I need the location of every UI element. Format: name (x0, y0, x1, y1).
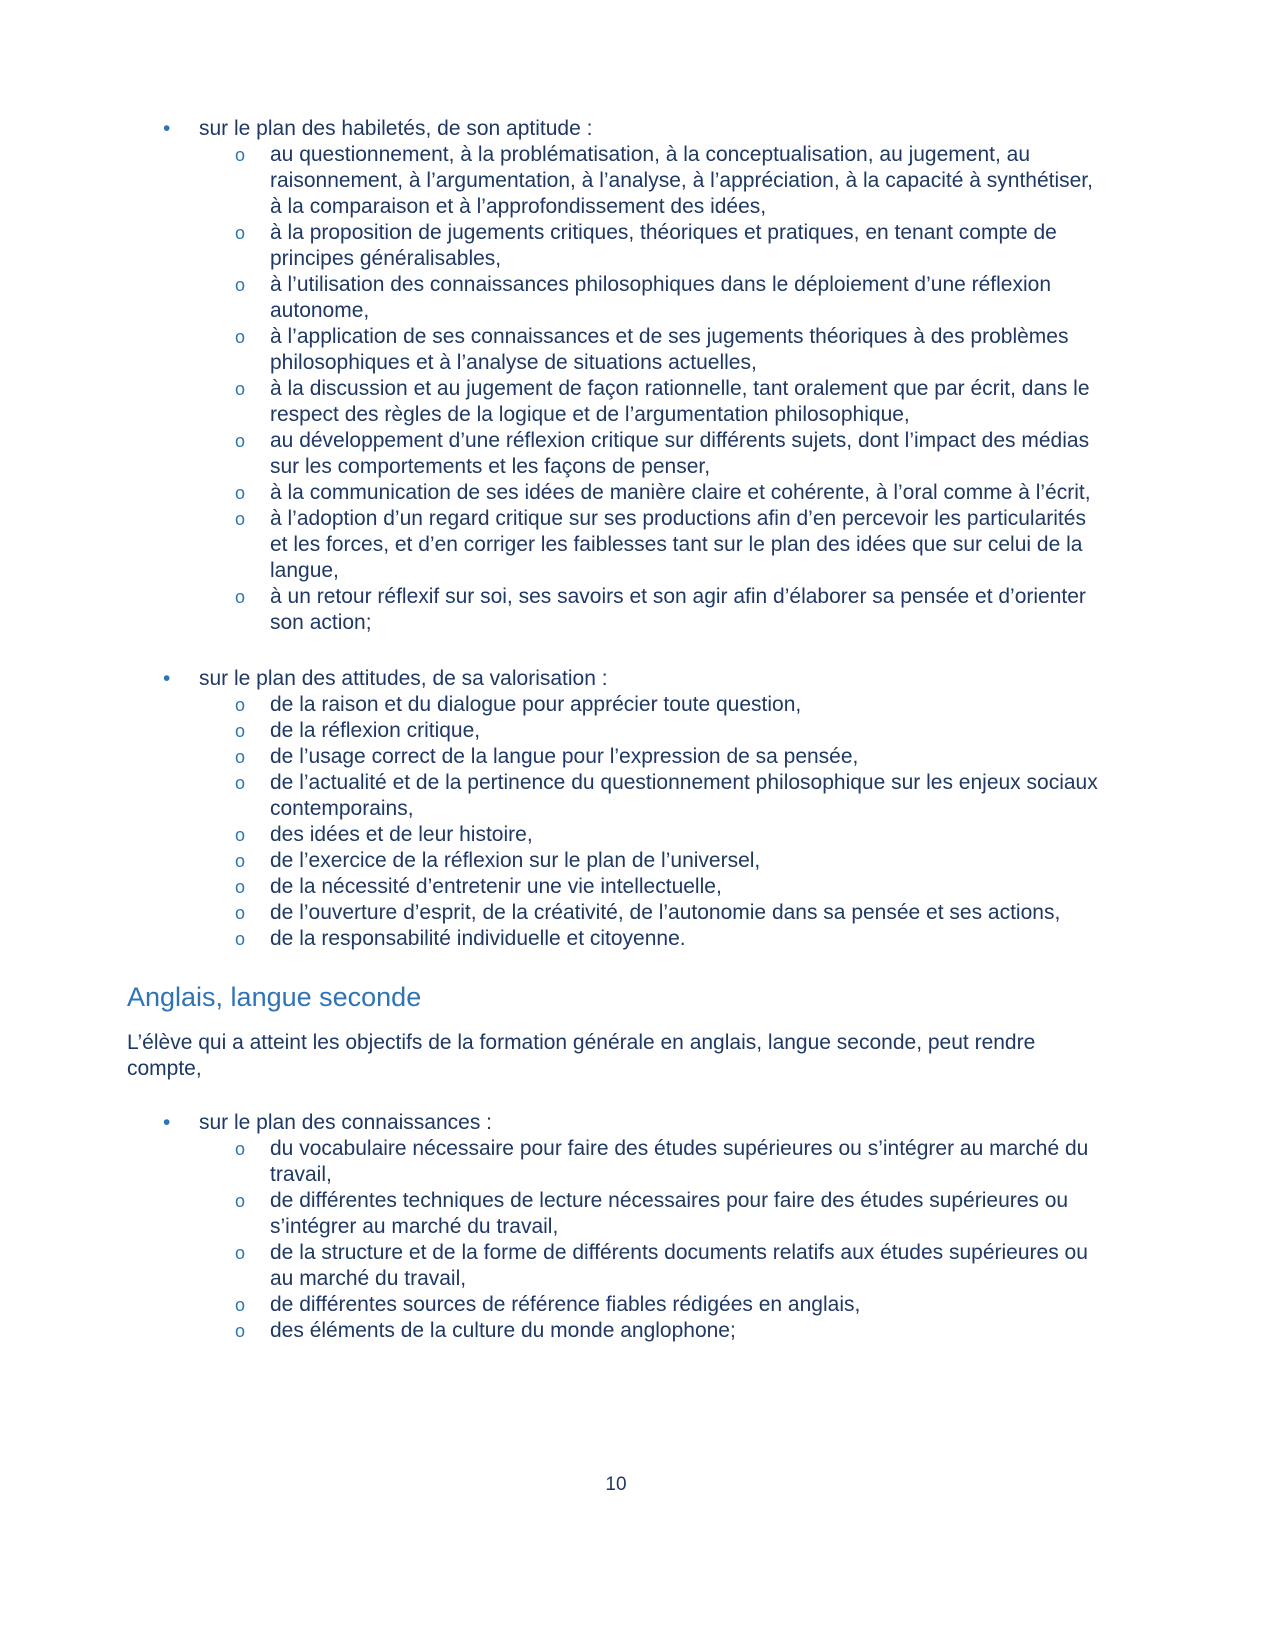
sub-list-item-text: de l’usage correct de la langue pour l’expression de sa pensée, (270, 745, 859, 768)
bullet-marker-icon: • (163, 667, 171, 690)
circle-marker-icon: o (235, 587, 246, 607)
circle-marker-icon: o (235, 721, 246, 741)
sub-list-item-text: de la nécessité d’entretenir une vie intellectuelle, (270, 875, 722, 898)
sub-list-item-text: du vocabulaire nécessaire pour faire des études supérieures ou s’intégrer au marché du travail, (270, 1137, 1089, 1186)
list-item (127, 1110, 1105, 1136)
document-content (127, 116, 1105, 1344)
sub-list-item (127, 770, 1105, 822)
sub-list-item (127, 428, 1105, 480)
sub-list-item (127, 480, 1105, 506)
sub-list-item-text: à la communication de ses idées de manière claire et cohérente, à l’oral comme à l’écrit, (270, 481, 1091, 504)
sub-list-item-text: de l’actualité et de la pertinence du questionnement philosophique sur les enjeux sociaux contemporains, (270, 771, 1098, 820)
page-number: 10 (605, 1474, 627, 1495)
circle-marker-icon: o (235, 223, 246, 243)
sub-list-item-text: de la raison et du dialogue pour apprécier toute question, (270, 693, 802, 716)
circle-marker-icon: o (235, 1295, 246, 1315)
sub-list-item (127, 506, 1105, 584)
circle-marker-icon: o (235, 1139, 246, 1159)
sub-list-item (127, 822, 1105, 848)
sub-list-item (127, 142, 1105, 220)
circle-marker-icon: o (235, 773, 246, 793)
circle-marker-icon: o (235, 509, 246, 529)
sub-list-item (127, 220, 1105, 272)
sub-list-item (127, 718, 1105, 744)
sub-list-item-text: des idées et de leur histoire, (270, 823, 533, 846)
circle-marker-icon: o (235, 145, 246, 165)
bullet-marker-icon: • (163, 1111, 171, 1134)
circle-marker-icon: o (235, 747, 246, 767)
circle-marker-icon: o (235, 695, 246, 715)
sub-list-item-text: au développement d’une réflexion critique sur différents sujets, dont l’impact des médias sur les comportements et les façons de penser, (270, 429, 1090, 478)
sub-list-item (127, 926, 1105, 952)
section-heading: Anglais, langue seconde (127, 982, 422, 1012)
list-item-text: sur le plan des connaissances : (199, 1111, 493, 1134)
sub-list-item-text: à l’adoption d’un regard critique sur ses productions afin d’en percevoir les particularités et les forces, et d’en corriger les faiblesses tant sur le plan des idées que sur celui de la langue, (270, 507, 1086, 582)
sub-list-item-text: de l’exercice de la réflexion sur le plan de l’universel, (270, 849, 761, 872)
sub-list-item (127, 1188, 1105, 1240)
sub-list-item (127, 272, 1105, 324)
sub-list-item (127, 744, 1105, 770)
circle-marker-icon: o (235, 1243, 246, 1263)
circle-marker-icon: o (235, 825, 246, 845)
sub-list-item-text: à un retour réflexif sur soi, ses savoirs et son agir afin d’élaborer sa pensée et d’orienter son action; (270, 585, 1086, 634)
sub-list-item (127, 1136, 1105, 1188)
circle-marker-icon: o (235, 1191, 246, 1211)
circle-marker-icon: o (235, 1321, 246, 1341)
sub-list-item (127, 848, 1105, 874)
sub-list-item (127, 1318, 1105, 1344)
sub-list-item (127, 692, 1105, 718)
bullet-marker-icon: • (163, 117, 171, 140)
list-item (127, 116, 1105, 142)
circle-marker-icon: o (235, 929, 246, 949)
paragraph: L’élève qui a atteint les objectifs de la formation générale en anglais, langue seconde, peut rendre compte, (127, 1031, 1036, 1080)
sub-list-item (127, 900, 1105, 926)
list-item-text: sur le plan des attitudes, de sa valorisation : (199, 667, 608, 690)
sub-list-item-text: au questionnement, à la problématisation, à la conceptualisation, au jugement, au raisonnement, à l’argumentation, à l’analyse, à l’appréciation, à la capacité à synthétiser, à la comparaison et à l’approfondissement des idées, (270, 143, 1093, 218)
list-item-text: sur le plan des habiletés, de son aptitude : (199, 117, 593, 140)
sub-list-item (127, 1292, 1105, 1318)
sub-list-item-text: des éléments de la culture du monde anglophone; (270, 1319, 736, 1342)
sub-list-item-text: de la responsabilité individuelle et citoyenne. (270, 927, 686, 950)
circle-marker-icon: o (235, 275, 246, 295)
sub-list-item (127, 584, 1105, 636)
sub-list-item-text: de la structure et de la forme de différents documents relatifs aux études supérieures ou au marché du travail, (270, 1241, 1088, 1290)
sub-list-item-text: à la discussion et au jugement de façon rationnelle, tant oralement que par écrit, dans le respect des règles de la logique et de l’argumentation philosophique, (270, 377, 1090, 426)
circle-marker-icon: o (235, 431, 246, 451)
circle-marker-icon: o (235, 877, 246, 897)
circle-marker-icon: o (235, 851, 246, 871)
sub-list-item-text: de l’ouverture d’esprit, de la créativité, de l’autonomie dans sa pensée et ses actions, (270, 901, 1061, 924)
sub-list-item (127, 376, 1105, 428)
sub-list-item (127, 324, 1105, 376)
sub-list-item-text: à la proposition de jugements critiques, théoriques et pratiques, en tenant compte de principes généralisables, (270, 221, 1057, 270)
circle-marker-icon: o (235, 903, 246, 923)
sub-list-item-text: à l’utilisation des connaissances philosophiques dans le déploiement d’une réflexion autonome, (270, 273, 1052, 322)
sub-list-item-text: à l’application de ses connaissances et de ses jugements théoriques à des problèmes philosophiques et à l’analyse de situations actuelles, (270, 325, 1069, 374)
sub-list-item-text: de la réflexion critique, (270, 719, 481, 742)
sub-list-item (127, 874, 1105, 900)
circle-marker-icon: o (235, 379, 246, 399)
sub-list-item-text: de différentes techniques de lecture nécessaires pour faire des études supérieures ou s’intégrer au marché du travail, (270, 1189, 1069, 1238)
list-item (127, 666, 1105, 692)
sub-list-item (127, 1240, 1105, 1292)
sub-list-item-text: de différentes sources de référence fiables rédigées en anglais, (270, 1293, 861, 1316)
circle-marker-icon: o (235, 483, 246, 503)
circle-marker-icon: o (235, 327, 246, 347)
